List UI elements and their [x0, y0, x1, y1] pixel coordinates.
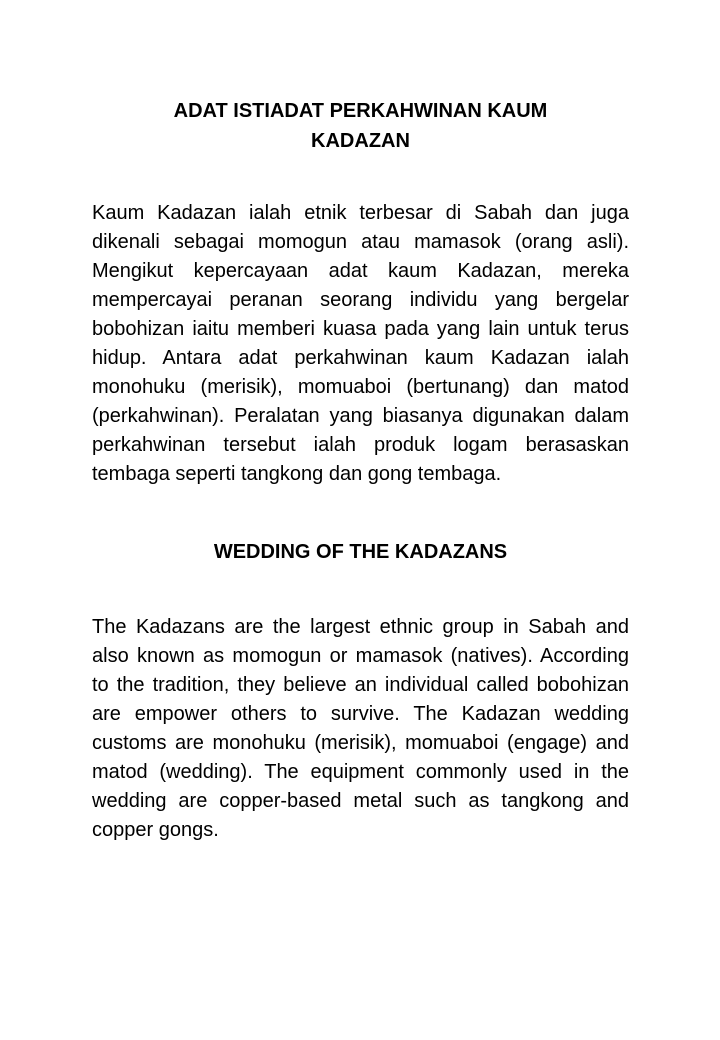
malay-paragraph: Kaum Kadazan ialah etnik terbesar di Sabah dan juga dikenali sebagai momogun atau mamasok (orang asli). Mengikut kepercayaan adat kaum Kadazan, mereka mempercayai peranan seorang individu yang bergelar bobohizan iaitu memberi kuasa pada yang lain untuk terus hidup. Antara adat perkahwinan kaum Kadazan ialah monohuku (merisik), momuaboi (bertunang) dan matod (perkahwinan). Peralatan yang biasanya digunakan dalam perkahwinan tersebut ialah produk logam berasaskan tembaga seperti tangkong dan gong tembaga.	[92, 202, 629, 485]
spacer	[92, 156, 629, 199]
document-page	[92, 96, 629, 845]
spacer	[92, 489, 629, 537]
malay-title: ADAT ISTIADAT PERKAHWINAN KAUM KADAZAN	[173, 100, 548, 152]
english-title: WEDDING OF THE KADAZANS	[213, 541, 508, 563]
spacer	[92, 567, 629, 613]
english-paragraph: The Kadazans are the largest ethnic group in Sabah and also known as momogun or mamasok (natives). According to the tradition, they believe an individual called bobohizan are empower others to survive. The Kadazan wedding customs are monohuku (merisik), momuaboi (engage) and matod (wedding). The equipment commonly used in the wedding are copper-based metal such as tangkong and copper gongs.	[92, 616, 629, 841]
